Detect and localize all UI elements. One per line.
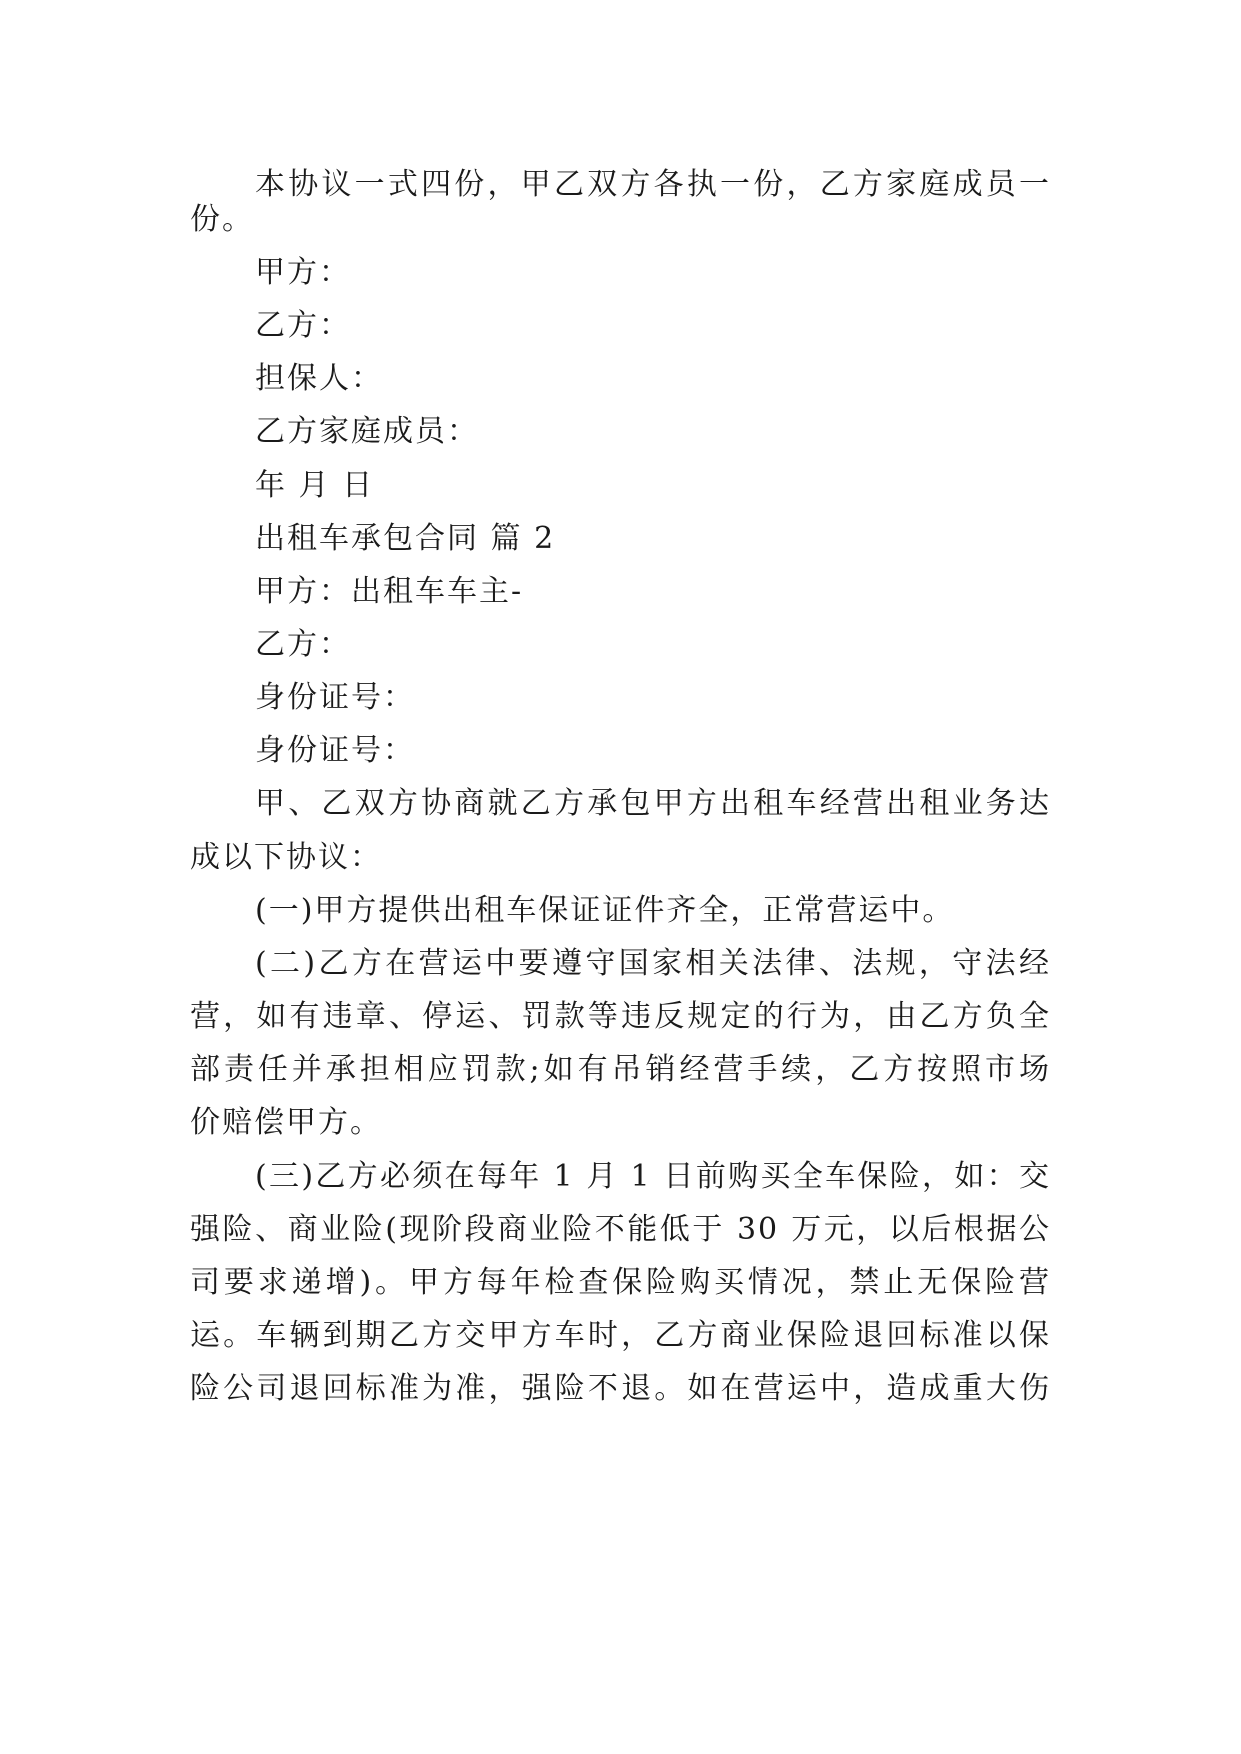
id-number-line: 身份证号： (255, 680, 415, 715)
clause-3-line: 强险、商业险(现阶段商业险不能低于 30 万元，以后根据公 (190, 1212, 1051, 1247)
party-b-line: 乙方： (255, 627, 351, 662)
clause-3-line: 运。车辆到期乙方交甲方车时，乙方商业保险退回标准以保 (190, 1318, 1051, 1353)
signature-label-party-b: 乙方： (255, 308, 351, 343)
clause-2-line: (二)乙方在营运中要遵守国家相关法律、法规，守法经 (255, 946, 1051, 981)
clause-1-line: (一)甲方提供出租车保证证件齐全，正常营运中。 (255, 893, 955, 928)
clause-3-line: 司要求递增)。甲方每年检查保险购买情况，禁止无保险营 (190, 1265, 1051, 1300)
clause-2-line: 营，如有违章、停运、罚款等违反规定的行为，由乙方负全 (190, 999, 1051, 1034)
signature-label-guarantor: 担保人： (255, 361, 383, 396)
id-number-line: 身份证号： (255, 733, 415, 768)
section-title: 出租车承包合同 篇 2 (255, 521, 556, 556)
paragraph-line: 本协议一式四份，甲乙双方各执一份，乙方家庭成员一 (255, 167, 1051, 202)
clause-2-line: 价赔偿甲方。 (190, 1105, 382, 1140)
signature-label-party-a: 甲方： (255, 255, 351, 290)
clause-3-line: 险公司退回标准为准，强险不退。如在营运中，造成重大伤 (190, 1371, 1051, 1406)
party-a-line: 甲方：出租车车主- (255, 574, 524, 609)
signature-label-family-member: 乙方家庭成员： (255, 414, 479, 449)
clause-3-line: (三)乙方必须在每年 1 月 1 日前购买全车保险，如：交 (255, 1159, 1051, 1194)
clause-2-line: 部责任并承担相应罚款;如有吊销经营手续，乙方按照市场 (190, 1052, 1051, 1087)
paragraph-line: 甲、乙双方协商就乙方承包甲方出租车经营出租业务达 (255, 786, 1051, 821)
paragraph-line: 成以下协议： (190, 840, 382, 875)
paragraph-line: 份。 (190, 202, 254, 237)
date-line: 年 月 日 (255, 468, 375, 503)
